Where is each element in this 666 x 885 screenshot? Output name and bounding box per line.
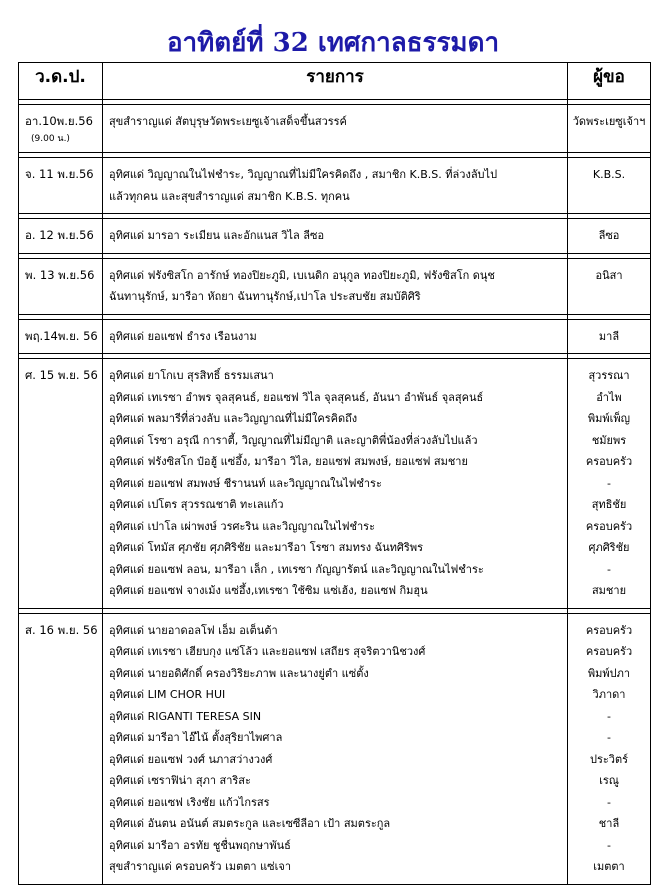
requester-cell — [568, 613, 651, 884]
date-text: ส. 16 พ.ย. 56 — [25, 622, 98, 637]
intention-line: อุทิศแด่ มารอา ระเมียน และอักแนส วิไล ลีซอ — [109, 229, 325, 242]
table-row — [19, 158, 651, 214]
intention-line: อุทิศแด่ เซราฟิน่า สุภา สาริสะ — [109, 774, 251, 787]
items-cell — [103, 613, 568, 884]
date-text: อ. 12 พ.ย.56 — [25, 228, 94, 242]
intention-line: อุทิศแด่ นายอดิศักดิ์ ครองวิริยะภาพ และนางยู่ตำ แซ่ตั้ง — [109, 666, 369, 680]
requester-name: เรณู — [599, 774, 619, 787]
mass-intention-table — [18, 62, 651, 885]
intention-line: อุทิศแด่ มารีอา ไอ๊ไน้ ตั้งสุริยาไพศาล — [109, 731, 283, 744]
date-cell — [19, 613, 103, 884]
intention-line: แล้วทุกคน และสุขสำราญแด่ สมาชิก K.B.S. ทุกคน — [109, 189, 350, 203]
table-row — [19, 219, 651, 254]
requester-name: สุวรรณา — [588, 369, 630, 382]
table-row — [19, 613, 651, 884]
requester-name: สมชาย — [591, 584, 627, 597]
intention-line: อุทิศแด่ โรซา อรุณี การาตี้, วิญญาณที่ไม่มีญาติ และญาติพี่น้องที่ล่วงลับไปแล้ว — [109, 433, 478, 447]
requester-cell — [568, 105, 651, 153]
intention-line: อุทิศแด่ RIGANTI TERESA SIN — [109, 709, 262, 723]
date-cell — [19, 105, 103, 153]
requester-name: ครอบครัว — [585, 455, 633, 468]
requester-name: ชมัยพร — [591, 433, 627, 447]
intention-line: อุทิศแด่ ฟรังซิสโก ป๋อฮู้ แซ่อึ้ง, มารีอา วิไล, ยอแซฟ สมพงษ์, ยอแซฟ สมชาย — [109, 455, 468, 468]
requester-name: อำไพ — [596, 390, 622, 404]
items-cell — [103, 319, 568, 354]
requester-name: ชาลี — [598, 817, 620, 830]
intention-line: อุทิศแด่ ยอแซฟ จางเม้ง แซ่อึ้ง,เทเรซา ใช้ซิม แซ่เฮ้ง, ยอแซฟ กิมฮุน — [109, 584, 428, 597]
header-requester: ผู้ขอ — [568, 63, 651, 100]
requester-name: ลีซอ — [598, 229, 620, 242]
date-text: พฤ.14พ.ย. 56 — [25, 328, 98, 343]
date-text: พ. 13 พ.ย.56 — [25, 267, 95, 282]
page-title: อาทิตย์ที่ 32 เทศกาลธรรมดา — [166, 28, 500, 58]
intention-line: อุทิศแด่ เทเรซา อำพร จุลสุคนธ์, ยอแซฟ วิไล จุลสุคนธ์, อันนา อำพันธ์ จุลสุคนธ์ — [109, 390, 484, 404]
intention-line: อุทิศแด่ ฟรังซิสโก อารักษ์ ทองปิยะภูมิ, เบเนดิก อนุกูล ทองปิยะภูมิ, ฟรังซิสโก ดนุช — [109, 268, 495, 282]
items-cell — [103, 359, 568, 609]
table-row — [19, 359, 651, 609]
date-cell — [19, 319, 103, 354]
intention-line: อุทิศแด่ เทเรซา เฮียบกุง แซ่โล้ว และยอแซฟ เสถียร สุจริตวานิชวงศ์ — [109, 645, 426, 658]
date-text: จ. 11 พ.ย.56 — [25, 167, 94, 181]
intention-line: อุทิศแด่ ยอแซฟ สมพงษ์ ชีรานนท์ และวิญญาณในไฟชำระ — [109, 476, 382, 490]
intention-line: ฉันทานุรักษ์, มารีอา หัถยา ฉันทานุรักษ์,เปาโล ประสบชัย สมบัติศิริ — [109, 290, 421, 303]
intention-line: อุทิศแด่ อันตน อนันต์ สมตระกูล และเซซีลีอา เป้า สมตระกูล — [109, 817, 391, 830]
requester-name: พิมพ์เพ็ญ — [587, 412, 631, 425]
items-cell — [103, 219, 568, 254]
table-header-row — [19, 63, 651, 100]
date-cell — [19, 158, 103, 214]
date-cell — [19, 258, 103, 314]
requester-name: ครอบครัว — [585, 645, 633, 658]
requester-name: - — [607, 838, 611, 852]
table-row — [19, 319, 651, 354]
intention-line: อุทิศแด่ เปาโล เผ่าพงษ์ วรศะริน และวิญญาณในไฟชำระ — [109, 519, 375, 533]
requester-name: ครอบครัว — [585, 623, 633, 637]
header-date: ว.ด.ป. — [19, 63, 103, 100]
intention-line: อุทิศแด่ โทมัส ศุภชัย ศุภศิริชัย และมารีอา โรซา สมทรง ฉันทศิริพร — [109, 541, 423, 554]
intention-line: อุทิศแด่ นายอาดอลโฟ เอ็ม อเต็นต้า — [109, 623, 278, 637]
requester-name: - — [607, 795, 611, 809]
requester-name: - — [607, 476, 611, 490]
table-body — [19, 100, 651, 885]
date-cell — [19, 219, 103, 254]
items-cell — [103, 158, 568, 214]
requester-name: พิมพ์ปภา — [587, 666, 631, 680]
intention-line: สุขสำราญแด่ ครอบครัว เมตตา แซ่เจา — [109, 860, 292, 873]
intention-line: อุทิศแด่ ยอแซฟ เริงชัย แก้วไกรสร — [109, 795, 270, 809]
date-time-note: (9.00 น.) — [31, 134, 70, 144]
requester-cell — [568, 219, 651, 254]
intention-line: อุทิศแด่ มารีอา อรทัย ชูชื่นพฤกษาพันธ์ — [109, 838, 291, 852]
table-row — [19, 105, 651, 153]
intention-line: อุทิศแด่ วิญญาณในไฟชำระ, วิญญาณที่ไม่มีใครคิดถึง , สมาชิก K.B.S. ที่ล่วงลับไป — [109, 168, 498, 181]
requester-name: ครอบครัว — [585, 519, 633, 533]
requester-name: - — [607, 562, 611, 576]
requester-name: ประวิตร์ — [589, 752, 629, 766]
requester-name: ศุภศิริชัย — [588, 541, 630, 554]
requester-name: K.B.S. — [592, 168, 626, 181]
date-cell — [19, 359, 103, 609]
requester-name: สุทธิชัย — [591, 498, 627, 511]
requester-name: วิภาดา — [592, 688, 626, 701]
intention-line: อุทิศแด่ ยาโกเบ สุรสิทธิ์ ธรรมเสนา — [109, 369, 274, 382]
requester-name: เมตตา — [593, 860, 625, 873]
date-text: อา.10พ.ย.56 — [25, 114, 93, 128]
items-cell — [103, 105, 568, 153]
table-row — [19, 258, 651, 314]
intention-line: อุทิศแด่ LIM CHOR HUI — [109, 688, 226, 701]
intention-line: อุทิศแด่ พลมารีที่ล่วงลับ และวิญญาณที่ไม่มีใครคิดถึง — [109, 412, 358, 425]
requester-cell — [568, 158, 651, 214]
requester-name: - — [607, 731, 611, 744]
intention-line: อุทิศแด่ ยอแซฟ ธำรง เรือนงาม — [109, 329, 257, 343]
intention-line: อุทิศแด่ เปโตร สุวรรณชาติ ทะเลแก้ว — [109, 498, 284, 511]
requester-name: อนิสา — [595, 268, 623, 282]
intention-line: อุทิศแด่ ยอแซฟ ลอน, มารีอา เล็ก , เทเรซา กัญญารัตน์ และวิญญาณในไฟชำระ — [109, 562, 484, 576]
intention-line: อุทิศแด่ ยอแซฟ วงศ์ นภาสว่างวงศ์ — [109, 752, 273, 766]
date-text: ศ. 15 พ.ย. 56 — [25, 368, 98, 382]
requester-name: - — [607, 709, 611, 723]
requester-cell — [568, 359, 651, 609]
requester-name: มาลี — [598, 329, 620, 343]
requester-cell — [568, 319, 651, 354]
items-cell — [103, 258, 568, 314]
requester-name: วัดพระเยซูเจ้าฯ — [572, 115, 646, 128]
intention-line: สุขสำราญแด่ สัตบุรุษวัดพระเยซูเจ้าเสด็จขึ้นสวรรค์ — [109, 115, 347, 128]
header-items: รายการ — [103, 63, 568, 100]
requester-cell — [568, 258, 651, 314]
